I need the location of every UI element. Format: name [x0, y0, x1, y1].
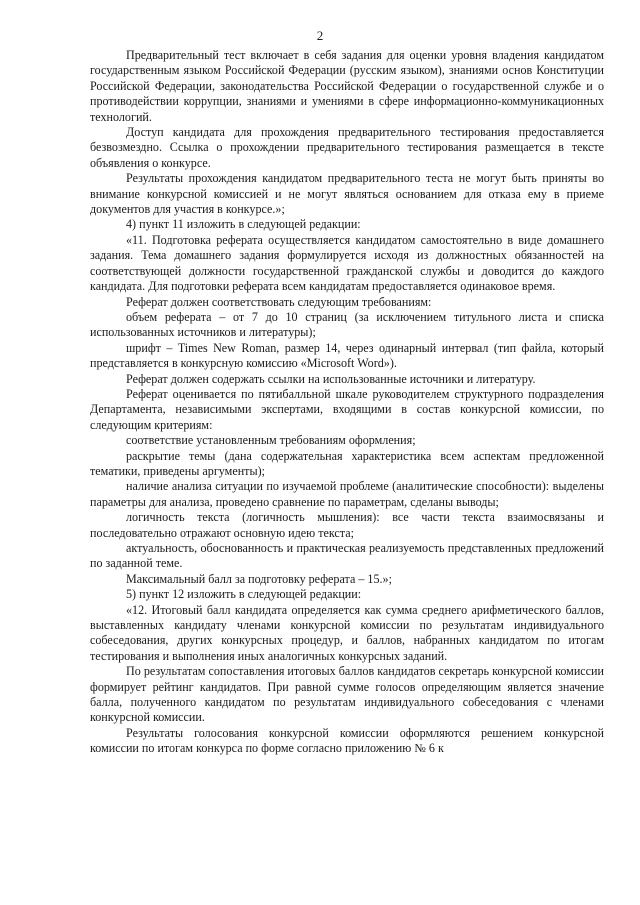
paragraph-criterion-logic: логичность текста (логичность мышления): все части текста взаимосвязаны и последовательно отражают основную идею текста;	[90, 510, 604, 540]
paragraph-criterion-topic: раскрытие темы (дана содержательная характеристика всем аспектам предложенной тематики, приведены аргументы);	[90, 448, 604, 478]
paragraph-item-4-heading: 4) пункт 11 изложить в следующей редакции:	[126, 217, 361, 232]
paragraph-test-results: Результаты прохождения кандидатом предварительного теста не могут быть приняты во внимание конкурсной комиссией и не могут являться основанием для отказа ему в приеме документов для участия в конкурсе.»;	[90, 171, 604, 217]
paragraph-clause-11: «11. Подготовка реферата осуществляется кандидатом самостоятельно в виде домашнего задания. Тема домашнего задания формулируется исходя из должностных обязанностей на соответствующей должности государственной гражданской службы и доводится до каждого кандидата. Для подготовки реферата всем кандидатам предоставляется одинаковое время.	[90, 232, 604, 294]
document-body	[90, 48, 604, 757]
paragraph-clause-12: «12. Итоговый балл кандидата определяется как сумма среднего арифметического баллов, выставленных кандидату членами конкурсной комиссии по результатам индивидуального собеседования, других конкурсных процедур, и баллов, набранных кандидатом по итогам тестирования и выполнения иных аналогичных конкурсных заданий.	[90, 602, 604, 663]
paragraph-criterion-analysis: наличие анализа ситуации по изучаемой проблеме (аналитические способности): выделены параметры для анализа, проведено сравнение по параметрам, сделаны выводы;	[90, 479, 604, 509]
paragraph-essay-requirements: Реферат должен соответствовать следующим требованиям:	[126, 294, 432, 309]
paragraph-essay-grading: Реферат оценивается по пятибалльной шкале руководителем структурного подразделения Департамента, независимыми экспертами, входящими в состав конкурсной комиссии, по следующим критериям:	[90, 386, 604, 432]
paragraph-test-scope: Предварительный тест включает в себя задания для оценки уровня владения кандидатом государственным языком Российской Федерации (русским языком), знаниями основ Конституции Российской Федерации, законодательства Российской Федерации о государственной службе и о противодействии коррупции, знаниями и умениями в сфере информационно-коммуникационных технологий.	[90, 48, 604, 124]
paragraph-criterion-formatting: соответствие установленным требованиям оформления;	[126, 433, 416, 448]
paragraph-max-score: Максимальный балл за подготовку реферата – 15.»;	[126, 571, 392, 586]
paragraph-essay-font: шрифт – Times New Roman, размер 14, через одинарный интервал (тип файла, который представляется в конкурсную комиссию «Microsoft Word»).	[90, 340, 604, 371]
paragraph-voting-results: Результаты голосования конкурсной комиссии оформляются решением конкурсной комиссии по итогам конкурса по форме согласно приложению № 6 к	[90, 725, 604, 756]
paragraph-rating: По результатам сопоставления итоговых баллов кандидатов секретарь конкурсной комиссии формирует рейтинг кандидатов. При равной сумме голосов определяющим является значение балла, полученного кандидатом по результатам индивидуального собеседования с членами конкурсной комиссии.	[90, 664, 604, 725]
paragraph-essay-volume: объем реферата – от 7 до 10 страниц (за исключением титульного листа и списка использованных источников и литературы);	[90, 309, 604, 340]
paragraph-test-access: Доступ кандидата для прохождения предварительного тестирования предоставляется безвозмездно. Ссылка о прохождении предварительного тестирования размещается в тексте объявления о конкурсе.	[90, 125, 604, 170]
paragraph-criterion-relevance: актуальность, обоснованность и практическая реализуемость представленных предложений по заданной теме.	[90, 541, 604, 571]
paragraph-essay-references: Реферат должен содержать ссылки на использованные источники и литературу.	[126, 371, 536, 386]
paragraph-item-5-heading: 5) пункт 12 изложить в следующей редакции:	[126, 587, 362, 602]
page-number: 2	[316, 28, 324, 43]
